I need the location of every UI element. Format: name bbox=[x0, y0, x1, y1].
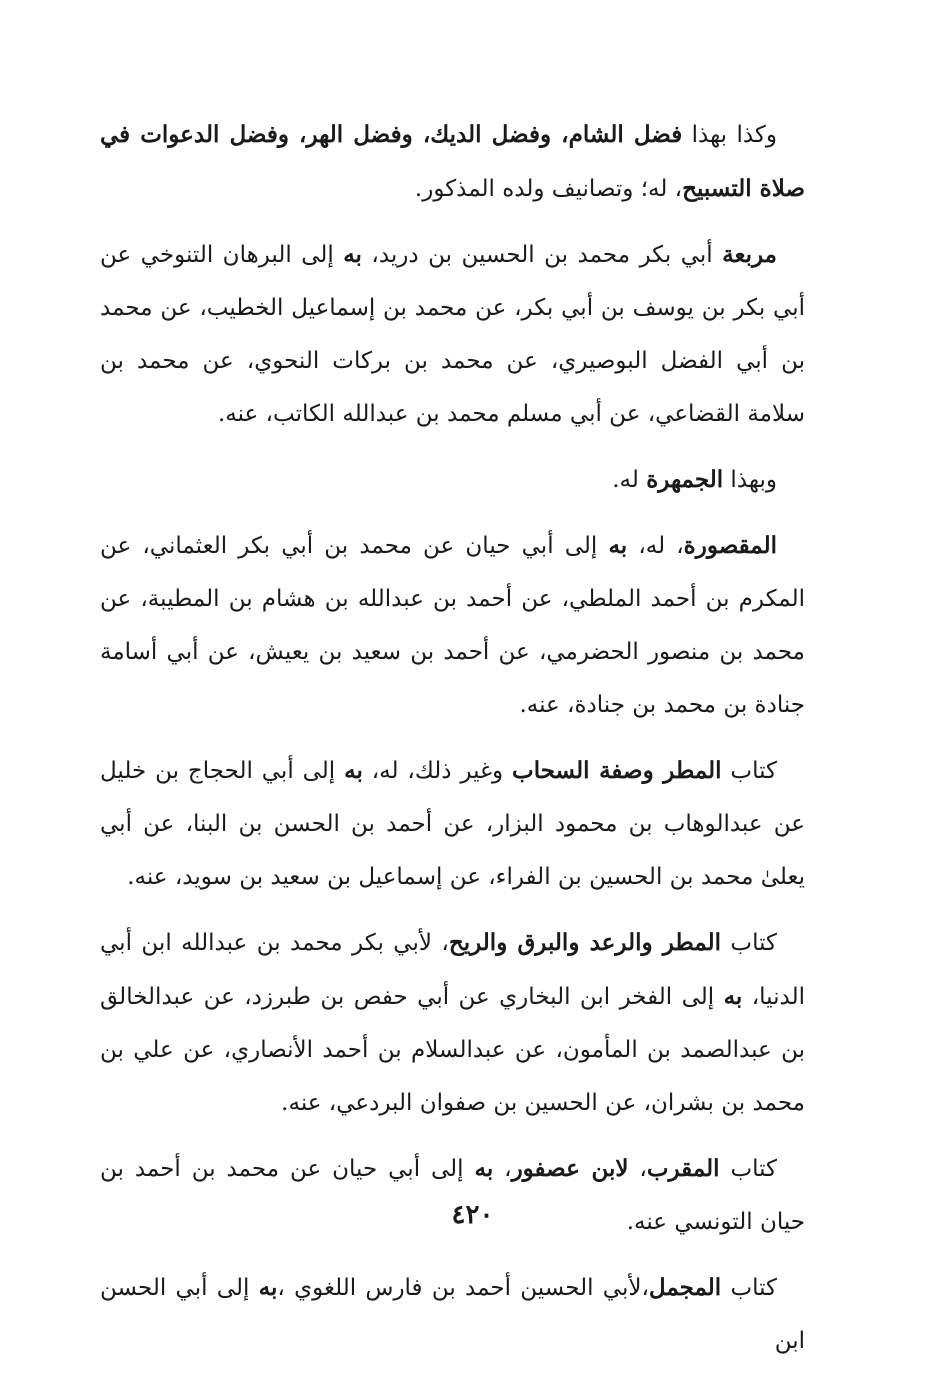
paragraph-p3 bbox=[100, 453, 805, 507]
bold-term: المجمل bbox=[648, 1274, 722, 1301]
text-run: وغير ذلك، له، bbox=[362, 758, 513, 784]
paragraph-p4 bbox=[100, 519, 805, 732]
paragraph-p5 bbox=[100, 744, 805, 904]
text-run: ، bbox=[493, 1156, 512, 1182]
paragraph-p8 bbox=[100, 1261, 805, 1368]
body-text bbox=[100, 108, 805, 1380]
bold-term: به bbox=[608, 532, 628, 559]
text-run: أبي بكر محمد بن الحسين بن دريد، bbox=[361, 242, 723, 268]
bold-term: مربعة bbox=[722, 241, 777, 268]
text-run: وبهذا bbox=[723, 467, 777, 493]
text-run: له. bbox=[612, 467, 647, 493]
bold-term: به bbox=[344, 757, 363, 784]
text-run: كتاب bbox=[721, 1275, 778, 1301]
bold-term: به bbox=[723, 983, 743, 1010]
text-run: وكذا بهذا bbox=[682, 122, 777, 148]
text-run: إلى أبي حيان عن محمد بن أحمد بن حيان التونسي عنه. bbox=[100, 1156, 805, 1235]
paragraph-p1 bbox=[100, 108, 805, 216]
text-run: إلى الفخر ابن البخاري عن أبي حفص بن طبرزد، عن عبدالخالق بن عبدالصمد بن المأمون، عن عبدالسلام بن أحمد الأنصاري، عن علي بن محمد بن بشران، عن الحسين بن صفوان البردعي، عنه. bbox=[100, 984, 805, 1116]
paragraph-p2 bbox=[100, 228, 805, 441]
bold-term: به bbox=[474, 1155, 494, 1182]
text-run: إلى أبي حيان عن محمد بن أبي بكر العثماني، عن المكرم بن أحمد الملطي، عن أحمد بن عبدالله بن هشام بن المطيبة، عن محمد بن منصور الحضرمي، عن أحمد بن سعيد بن يعيش، عن أبي أسامة جنادة بن محمد بن جنادة، عنه. bbox=[100, 533, 805, 718]
text-run: ، لأبي بكر محمد بن عبدالله ابن أبي الدنيا، bbox=[100, 930, 805, 1010]
bold-term: به bbox=[343, 241, 362, 268]
bold-term: المطر وصفة السحاب bbox=[512, 757, 722, 784]
bold-term: لابن عصفور bbox=[511, 1155, 629, 1182]
bold-term: به bbox=[258, 1274, 278, 1301]
text-run: كتاب bbox=[720, 930, 777, 956]
page-number: ٤٢٠ bbox=[451, 1200, 494, 1230]
paragraph-p6 bbox=[100, 916, 805, 1130]
text-run: ، له؛ وتصانيف ولده المذكور. bbox=[414, 176, 683, 202]
text-run: كتاب bbox=[719, 1156, 777, 1182]
bold-term: المقرب bbox=[646, 1155, 720, 1182]
bold-term: المقصورة bbox=[683, 532, 777, 559]
text-run: ، bbox=[628, 1156, 647, 1182]
text-run: ، له، bbox=[627, 533, 684, 559]
paragraph-p7 bbox=[100, 1142, 805, 1249]
bold-term: المطر والرعد والبرق والريح bbox=[448, 929, 721, 956]
text-run: إلى أبي الحجاج بن خليل عن عبدالوهاب بن محمود البزار، عن أحمد بن الحسن بن البنا، عن أبي يعلىٰ محمد بن الحسين بن الفراء، عن إسماعيل بن سعيد بن سويد، عنه. bbox=[100, 758, 805, 890]
text-run: كتاب bbox=[721, 758, 777, 784]
bold-term: فضل الشام، وفضل الديك، وفضل الهر، وفضل الدعوات في صلاة التسبيح bbox=[100, 121, 805, 202]
text-run: إلى البرهان التنوخي عن أبي بكر بن يوسف بن أبي بكر، عن محمد بن إسماعيل الخطيب، عن محمد بن أبي الفضل البوصيري، عن محمد بن بركات النحوي، عن محمد بن سلامة القضاعي، عن أبي مسلم محمد بن عبدالله الكاتب، عنه. bbox=[100, 242, 805, 427]
text-run: إلى أبي الحسن ابن bbox=[100, 1275, 805, 1354]
bold-term: الجمهرة bbox=[646, 466, 724, 493]
text-run: ،لأبي الحسين أحمد بن فارس اللغوي ، bbox=[277, 1275, 649, 1301]
